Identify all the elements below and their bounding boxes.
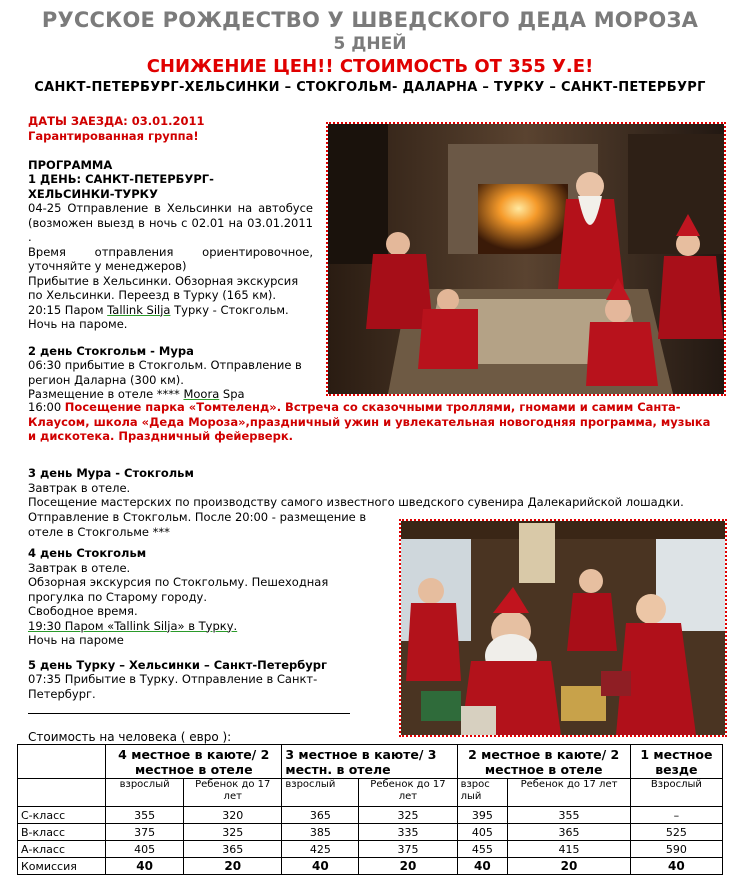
promo-banner: СНИЖЕНИЕ ЦЕН!! СТОИМОСТЬ ОТ 355 У.Е! bbox=[146, 56, 594, 77]
price-cell: 365 bbox=[184, 841, 282, 858]
program-column bbox=[28, 114, 313, 402]
price-cell: 355 bbox=[106, 807, 184, 824]
photo2-illustration bbox=[401, 521, 725, 735]
price-table-label: Стоимость на человека ( евро ): bbox=[28, 730, 232, 744]
photo1-illustration bbox=[328, 124, 724, 394]
santa-elves-photo bbox=[399, 519, 727, 737]
ferry-name: «Tallink Silja» в Турку. bbox=[107, 618, 238, 633]
price-cell: 405 bbox=[106, 841, 184, 858]
day3-line: Завтрак в отеле. bbox=[28, 480, 131, 495]
day4-line: Свободное время. bbox=[28, 604, 138, 618]
price-cell: 320 bbox=[184, 807, 282, 824]
price-table bbox=[17, 744, 723, 875]
price-cell: 385 bbox=[282, 824, 359, 841]
day4-ferry-line: 19:30 Паром «Tallink Silja» в Турку. bbox=[28, 618, 238, 633]
day3-line: Посещение мастерских по производству самого известного шведского сувенира Далекарийской лошадки. bbox=[28, 495, 684, 509]
day3-block bbox=[28, 466, 728, 510]
subheader-cell: Ребенок до 17 лет bbox=[508, 779, 631, 807]
santa-workshop-photo bbox=[326, 122, 726, 396]
day1-line: Прибытие в Хельсинки. Обзорная экскурсия по Хельсинки. Переезд в Турку (165 км). bbox=[28, 273, 299, 302]
program-heading: ПРОГРАММА bbox=[28, 157, 113, 172]
table-row bbox=[18, 841, 723, 858]
class-label: А-класс bbox=[18, 841, 106, 858]
subheader-cell: взрос лый bbox=[457, 779, 508, 807]
program-column-2 bbox=[28, 510, 383, 701]
day3-title: 3 день Мура - Стокгольм bbox=[28, 466, 194, 480]
commission-cell: 40 bbox=[457, 858, 508, 875]
duration-subtitle: 5 ДНЕЙ bbox=[333, 34, 407, 54]
day4-title: 4 день Стокгольм bbox=[28, 546, 147, 560]
price-cell: 355 bbox=[508, 807, 631, 824]
class-label: С-класс bbox=[18, 807, 106, 824]
route-line: САНКТ-ПЕТЕРБУРГ-ХЕЛЬСИНКИ – СТОКГОЛЬМ- ДАЛАРНА – ТУРКУ – САНКТ-ПЕТЕРБУРГ bbox=[34, 80, 706, 95]
price-cell: 335 bbox=[359, 824, 457, 841]
day1-line: Время отправления ориентировочное, уточняйте у менеджеров) bbox=[28, 244, 313, 273]
price-cell: 405 bbox=[457, 824, 508, 841]
arrival-dates: ДАТЫ ЗАЕЗДА: 03.01.2011 bbox=[28, 114, 205, 128]
hotel-name: Moora bbox=[183, 387, 220, 401]
price-cell: 455 bbox=[457, 841, 508, 858]
price-cell: 375 bbox=[359, 841, 457, 858]
tomteland-description: Посещение парка «Томтеленд». Встреча со сказочными троллями, гномами и самим Санта-Клаусом, школа «Деда Мороза»,праздничный ужин и увлекательная новогодняя программа, музыка и дискотека. Праздничный фейерверк. bbox=[28, 400, 711, 443]
price-cell: 395 bbox=[457, 807, 508, 824]
commission-cell: 40 bbox=[106, 858, 184, 875]
day2-title: 2 день Стокгольм - Мура bbox=[28, 343, 194, 358]
day5-title: 5 день Турку – Хельсинки – Санкт-Петербург bbox=[28, 657, 328, 672]
subheader-cell: Взрослый bbox=[630, 779, 722, 807]
day1-ferry-line: 20:15 Паром Tallink Silja Турку - Стокгольм. bbox=[28, 302, 289, 317]
commission-cell: 20 bbox=[359, 858, 457, 875]
price-cell: 425 bbox=[282, 841, 359, 858]
price-cell: 365 bbox=[282, 807, 359, 824]
table-row bbox=[18, 824, 723, 841]
group-header: 2 местное в каюте/ 2 местное в отеле bbox=[457, 745, 630, 779]
day4-line: Завтрак в отеле. bbox=[28, 560, 131, 575]
price-cell: 525 bbox=[630, 824, 722, 841]
group-header: 3 местное в каюте/ 3 местн. в отеле bbox=[282, 745, 457, 779]
price-header-row bbox=[18, 745, 723, 779]
subheader-cell: Ребенок до 17 лет bbox=[359, 779, 457, 807]
day4-line: Обзорная экскурсия по Стокгольму. Пешеходная прогулка по Старому городу. bbox=[28, 575, 329, 604]
section-divider bbox=[28, 713, 350, 714]
table-row bbox=[18, 858, 723, 875]
price-subheader-row bbox=[18, 779, 723, 807]
day2-park-visit bbox=[28, 400, 718, 444]
subheader-cell: взрослый bbox=[106, 779, 184, 807]
commission-cell: 20 bbox=[184, 858, 282, 875]
price-cell: 325 bbox=[359, 807, 457, 824]
price-cell: 590 bbox=[630, 841, 722, 858]
table-row bbox=[18, 807, 723, 824]
day2-time: 16:00 bbox=[28, 400, 65, 414]
day1-line: Ночь на пароме. bbox=[28, 317, 128, 331]
group-header: 1 местное везде bbox=[630, 745, 722, 779]
commission-cell: 20 bbox=[508, 858, 631, 875]
commission-cell: 40 bbox=[282, 858, 359, 875]
guaranteed-group: Гарантированная группа! bbox=[28, 128, 199, 143]
price-cell: 415 bbox=[508, 841, 631, 858]
price-cell: – bbox=[630, 807, 722, 824]
commission-cell: 40 bbox=[630, 858, 722, 875]
subheader-cell: Ребенок до 17 лет bbox=[184, 779, 282, 807]
ferry-name: Tallink Silja bbox=[107, 302, 171, 317]
corner-cell bbox=[18, 745, 106, 779]
day4-line: Ночь на пароме bbox=[28, 633, 124, 647]
price-cell: 375 bbox=[106, 824, 184, 841]
group-header: 4 местное в каюте/ 2 местное в отеле bbox=[106, 745, 282, 779]
corner-cell bbox=[18, 779, 106, 807]
day1-title: 1 ДЕНЬ: САНКТ-ПЕТЕРБУРГ- bbox=[28, 172, 214, 186]
class-label: Комиссия bbox=[18, 858, 106, 875]
day1-title-cont: ХЕЛЬСИНКИ-ТУРКУ bbox=[28, 186, 158, 201]
page-title: РУССКОЕ РОЖДЕСТВО У ШВЕДСКОГО ДЕДА МОРОЗА bbox=[41, 8, 699, 32]
day2-hotel-line: Размещение в отеле **** Moora Spa bbox=[28, 387, 245, 401]
price-cell: 365 bbox=[508, 824, 631, 841]
class-label: В-класс bbox=[18, 824, 106, 841]
subheader-cell: взрослый bbox=[282, 779, 359, 807]
price-cell: 325 bbox=[184, 824, 282, 841]
day1-line: 04-25 Отправление в Хельсинки на автобусе (возможен выезд в ночь с 02.01 на 03.01.2011 . bbox=[28, 201, 313, 244]
day3-line: Отправление в Стокгольм. После 20:00 - размещение в отеле в Стокгольме *** bbox=[28, 510, 367, 539]
day5-line: 07:35 Прибытие в Турку. Отправление в Санкт-Петербург. bbox=[28, 672, 318, 701]
day2-line: 06:30 прибытие в Стокгольм. Отправление в регион Даларна (300 км). bbox=[28, 358, 302, 387]
